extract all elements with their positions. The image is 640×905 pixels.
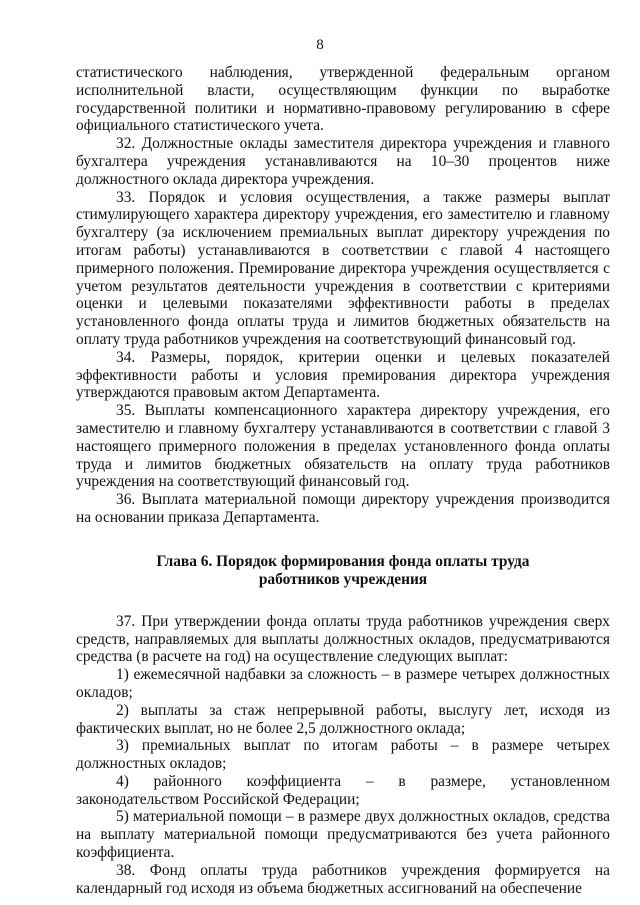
paragraph-37-item-5: 5) материальной помощи – в размере двух должностных окладов, средства на выплату материальной помощи предусматриваются без учета районного коэффициента.: [76, 808, 610, 862]
chapter-heading-line-1: Глава 6. Порядок формирования фонда оплаты труда: [156, 552, 530, 570]
chapter-heading: [76, 553, 610, 589]
paragraph-continuation: статистического наблюдения, утвержденной федеральным органом исполнительной власти, осуществляющим функции по выработке государственной политики и нормативно-правовому регулированию в сфере официального статистического учета.: [76, 64, 610, 135]
page-number: 8: [316, 37, 324, 53]
paragraph-37: 37. При утверждении фонда оплаты труда работников учреждения сверх средств, направляемых для выплаты должностных окладов, предусматриваются средства (в расчете на год) на осуществление следующих выплат:: [76, 612, 610, 666]
paragraph-38: 38. Фонд оплаты труда работников учреждения формируется на календарный год исходя из объема бюджетных ассигнований на обеспечение: [76, 861, 610, 897]
paragraph-32: 32. Должностные оклады заместителя директора учреждения и главного бухгалтера учреждения устанавливаются на 10–30 процентов ниже должностного оклада директора учреждения.: [76, 135, 610, 188]
paragraph-36: 36. Выплата материальной помощи директору учреждения производится на основании приказа Департамента.: [76, 491, 610, 526]
paragraph-34: 34. Размеры, порядок, критерии оценки и целевых показателей эффективности работы и условия премирования директора учреждения утверждаются правовым актом Департамента.: [76, 348, 610, 402]
document-body: [76, 64, 610, 897]
paragraph-37-item-2: 2) выплаты за стаж непрерывной работы, выслугу лет, исходя из фактических выплат, но не более 2,5 должностного оклада;: [76, 701, 610, 737]
paragraph-33: 33. Порядок и условия осуществления, а также размеры выплат стимулирующего характера директору учреждения, его заместителю и главному бухгалтеру (за исключением премиальных выплат директору учреждения по итогам работы) устанавливаются в соответствии с главой 4 настоящего примерного положения. Премирование директора учреждения осуществляется с учетом результатов деятельности учреждения в соответствии с критериями оценки и целевыми показателями эффективности работы в пределах установленного фонда оплаты труда и лимитов бюджетных обязательств на оплату труда работников учреждения на соответствующий финансовый год.: [76, 188, 610, 348]
paragraph-37-item-3: 3) премиальных выплат по итогам работы – в размере четырех должностных окладов;: [76, 737, 610, 773]
paragraph-37-item-1: 1) ежемесячной надбавки за сложность – в размере четырех должностных окладов;: [76, 666, 610, 701]
paragraph-35: 35. Выплаты компенсационного характера директору учреждения, его заместителю и главному бухгалтеру устанавливаются в соответствии с главой 3 настоящего примерного положения в пределах установленного фонда оплаты труда и лимитов бюджетных обязательств на оплату труда работников учреждения на соответствующий финансовый год.: [76, 402, 610, 491]
paragraph-37-item-4: 4) районного коэффициента – в размере, установленном законодательством Российской Федерации;: [76, 772, 610, 808]
chapter-heading-line-2: работников учреждения: [258, 570, 428, 588]
